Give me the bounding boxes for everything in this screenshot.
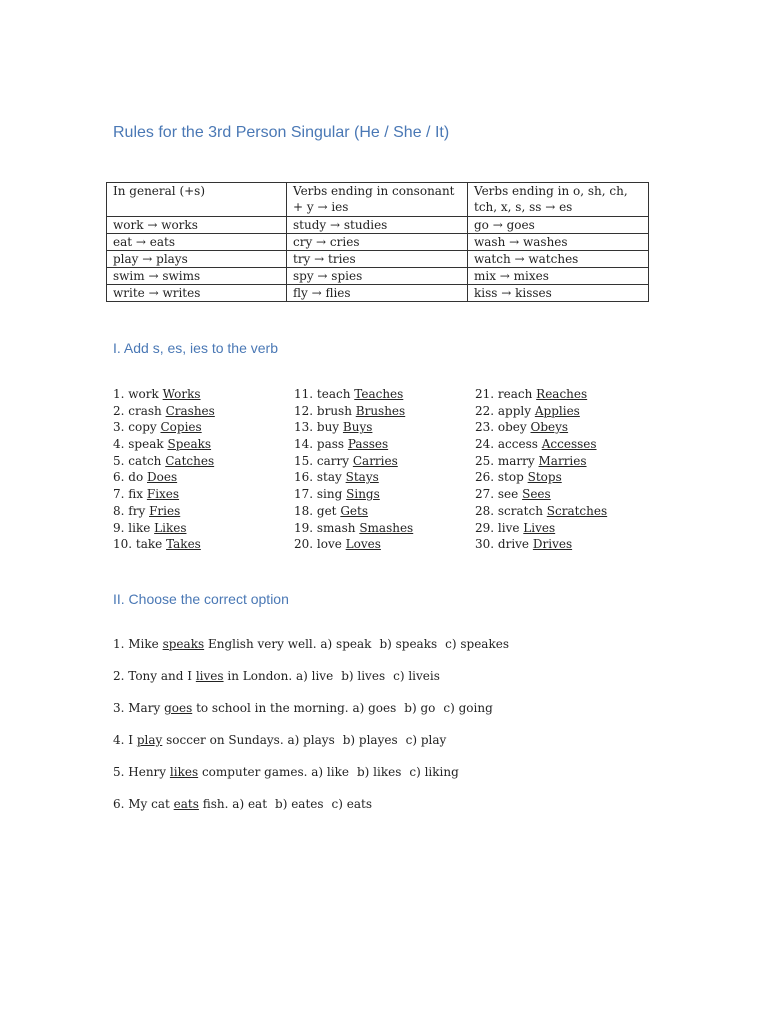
verb-item: [113, 436, 293, 453]
verb-item: [475, 436, 655, 453]
verb-base: 16. stay: [294, 470, 342, 485]
verb-base: 20. love: [294, 537, 342, 552]
verb-answer: Catches: [165, 453, 215, 468]
verb-base: 6. do: [113, 470, 144, 485]
table-row: [107, 217, 649, 234]
question-option: a) eat: [232, 797, 268, 811]
rules-table-header-row: [107, 183, 649, 217]
verb-item: [475, 419, 655, 436]
page-title: Rules for the 3rd Person Singular (He / She / It): [113, 124, 450, 141]
question-item: [113, 796, 673, 828]
table-cell: cry → cries: [287, 234, 468, 251]
verb-base: 18. get: [294, 503, 337, 518]
verb-item: [294, 386, 474, 403]
section-1-title: I. Add s, es, ies to the verb: [113, 340, 278, 356]
verb-item: [475, 469, 655, 486]
question-option: c) eats: [331, 797, 372, 811]
question-item: [113, 764, 673, 796]
verb-answer: Likes: [154, 520, 187, 535]
question-option: c) liveis: [393, 669, 440, 683]
verb-base: 28. scratch: [475, 503, 543, 518]
verb-base: 3. copy: [113, 420, 157, 435]
verb-column-1: [113, 386, 293, 553]
verb-base: 29. live: [475, 520, 520, 535]
verb-item: [113, 520, 293, 537]
question-option: b) lives: [341, 669, 386, 683]
question-answer: likes: [169, 765, 199, 779]
verb-base: 26. stop: [475, 470, 524, 485]
verb-answer: Marries: [538, 453, 587, 468]
question-option: c) going: [443, 701, 493, 715]
table-cell: mix → mixes: [468, 268, 649, 285]
question-prefix: 1. Mike: [113, 637, 159, 651]
question-item: [113, 636, 673, 668]
verb-base: 11. teach: [294, 387, 351, 401]
table-cell: fly → flies: [287, 285, 468, 302]
verb-item: [113, 386, 293, 403]
verb-item: [113, 403, 293, 420]
verb-answer: Applies: [534, 403, 580, 418]
question-option: a) like: [311, 765, 349, 779]
question-option: b) eates: [275, 797, 324, 811]
verb-answer: Reaches: [536, 387, 588, 401]
verb-item: [294, 503, 474, 520]
question-prefix: 4. I: [113, 733, 134, 747]
question-answer: speaks: [162, 637, 205, 651]
table-cell: spy → spies: [287, 268, 468, 285]
question-prefix: 5. Henry: [113, 765, 167, 779]
question-prefix: 6. My cat: [113, 797, 170, 811]
verb-answer: Speaks: [167, 437, 212, 452]
verb-base: 8. fry: [113, 503, 146, 518]
verb-item: [294, 419, 474, 436]
question-answer: play: [136, 733, 163, 747]
verb-item: [113, 419, 293, 436]
verb-base: 22. apply: [475, 403, 532, 418]
verb-base: 30. drive: [475, 537, 530, 552]
verb-base: 19. smash: [294, 520, 356, 535]
verb-item: [294, 403, 474, 420]
verb-answer: Stops: [527, 470, 562, 485]
verb-column-2: [294, 386, 474, 553]
verb-item: [294, 436, 474, 453]
table-cell: work → works: [107, 217, 287, 234]
table-row: [107, 285, 649, 302]
table-row: [107, 251, 649, 268]
verb-answer: Loves: [345, 537, 381, 552]
table-cell: swim → swims: [107, 268, 287, 285]
verb-answer: Sees: [522, 487, 551, 502]
question-item: [113, 668, 673, 700]
verb-base: 4. speak: [113, 437, 164, 452]
rules-table: [106, 182, 649, 302]
verb-base: 13. buy: [294, 420, 340, 435]
table-cell: watch → watches: [468, 251, 649, 268]
table-cell: write → writes: [107, 285, 287, 302]
table-cell: eat → eats: [107, 234, 287, 251]
question-suffix: computer games.: [201, 765, 308, 779]
verb-base: 14. pass: [294, 437, 345, 452]
question-option: b) likes: [356, 765, 402, 779]
verb-column-3: [475, 386, 655, 553]
verb-answer: Passes: [347, 437, 389, 452]
question-item: [113, 700, 673, 732]
verb-item: [475, 520, 655, 537]
verb-base: 15. carry: [294, 453, 350, 468]
rules-header-general: In general (+s): [107, 183, 287, 217]
question-suffix: to school in the morning.: [196, 701, 349, 715]
verb-answer: Smashes: [359, 520, 414, 535]
verb-answer: Fries: [149, 503, 181, 518]
question-option: b) go: [404, 701, 436, 715]
verb-answer: Obeys: [530, 420, 569, 435]
verb-base: 25. marry: [475, 453, 535, 468]
rules-header-consonant-y: Verbs ending in consonant + y → ies: [287, 183, 468, 217]
verb-item: [475, 503, 655, 520]
question-answer: eats: [173, 797, 199, 811]
verb-base: 17. sing: [294, 487, 343, 502]
question-option: a) plays: [287, 733, 335, 747]
verb-base: 5. catch: [113, 453, 162, 468]
table-cell: try → tries: [287, 251, 468, 268]
table-row: [107, 268, 649, 285]
question-option: a) goes: [352, 701, 397, 715]
question-list: [113, 636, 673, 828]
question-option: b) playes: [342, 733, 398, 747]
section-2-title: II. Choose the correct option: [113, 591, 289, 607]
verb-answer: Stays: [345, 470, 379, 485]
verb-base: 24. access: [475, 437, 538, 452]
verb-item: [475, 536, 655, 553]
table-cell: go → goes: [468, 217, 649, 234]
question-prefix: 2. Tony and I: [113, 669, 193, 683]
verb-item: [294, 469, 474, 486]
verb-answer: Takes: [166, 537, 201, 552]
verb-base: 1. work: [113, 387, 159, 401]
verb-answer: Accesses: [541, 437, 597, 452]
question-answer: lives: [195, 669, 224, 683]
verb-base: 23. obey: [475, 420, 527, 435]
verb-item: [113, 486, 293, 503]
verb-base: 21. reach: [475, 387, 533, 401]
verb-item: [475, 453, 655, 470]
verb-base: 12. brush: [294, 403, 352, 418]
verb-base: 27. see: [475, 487, 519, 502]
question-answer: goes: [164, 701, 193, 715]
verb-answer: Brushes: [355, 403, 406, 418]
verb-answer: Copies: [160, 420, 202, 435]
question-item: [113, 732, 673, 764]
verb-answer: Sings: [346, 487, 380, 502]
verb-base: 7. fix: [113, 487, 144, 502]
table-cell: play → plays: [107, 251, 287, 268]
verb-item: [113, 469, 293, 486]
question-option: b) speaks: [379, 637, 438, 651]
verb-item: [294, 486, 474, 503]
question-suffix: soccer on Sundays.: [166, 733, 284, 747]
table-cell: kiss → kisses: [468, 285, 649, 302]
question-suffix: fish.: [202, 797, 229, 811]
question-option: c) liking: [409, 765, 459, 779]
verb-base: 9. like: [113, 520, 151, 535]
verb-answer: Lives: [523, 520, 556, 535]
question-option: c) play: [405, 733, 447, 747]
table-row: [107, 234, 649, 251]
question-suffix: in London.: [227, 669, 293, 683]
verb-answer: Does: [147, 470, 178, 485]
question-prefix: 3. Mary: [113, 701, 161, 715]
question-option: a) speak: [320, 637, 372, 651]
verb-item: [294, 520, 474, 537]
verb-item: [475, 486, 655, 503]
verb-base: 10. take: [113, 537, 163, 552]
table-cell: study → studies: [287, 217, 468, 234]
verb-answer: Fixes: [146, 487, 180, 502]
verb-item: [475, 403, 655, 420]
verb-answer: Buys: [342, 420, 373, 435]
question-suffix: English very well.: [207, 637, 317, 651]
verb-answer: Drives: [532, 537, 573, 552]
question-option: a) live: [295, 669, 334, 683]
verb-item: [475, 386, 655, 403]
verb-answer: Works: [162, 387, 201, 401]
verb-answer: Crashes: [165, 403, 215, 418]
verb-item: [113, 536, 293, 553]
verb-item: [294, 453, 474, 470]
rules-header-es: Verbs ending in o, sh, ch, tch, x, s, ss → es: [468, 183, 649, 217]
table-cell: wash → washes: [468, 234, 649, 251]
verb-base: 2. crash: [113, 403, 162, 418]
verb-item: [294, 536, 474, 553]
verb-answer: Carries: [352, 453, 398, 468]
verb-item: [113, 453, 293, 470]
verb-item: [113, 503, 293, 520]
verb-answer: Teaches: [354, 387, 404, 401]
verb-answer: Gets: [340, 503, 369, 518]
verb-answer: Scratches: [546, 503, 608, 518]
question-option: c) speakes: [445, 637, 509, 651]
